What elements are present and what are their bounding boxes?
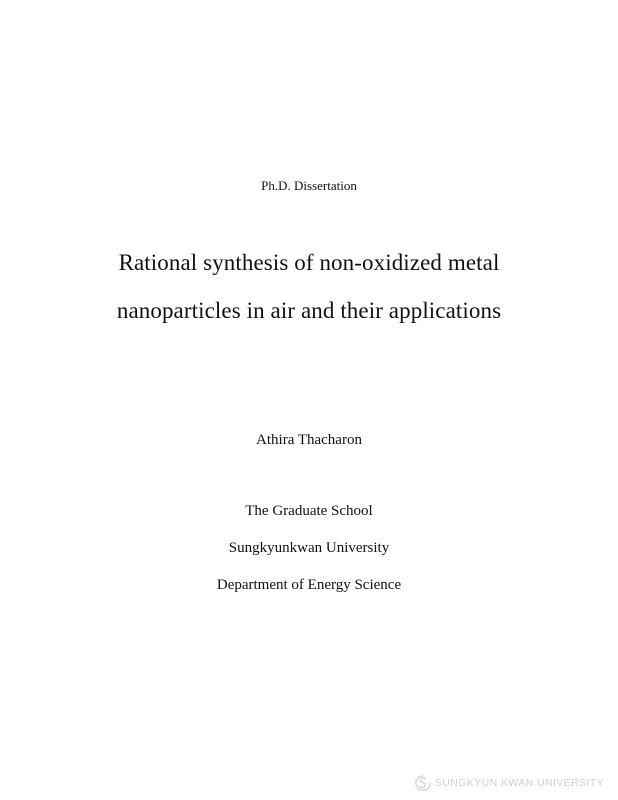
graduate-school-line: The Graduate School bbox=[245, 503, 373, 519]
university-line: Sungkyunkwan University bbox=[228, 540, 390, 556]
author-name: Athira Thacharon bbox=[256, 432, 362, 448]
university-watermark bbox=[414, 774, 604, 792]
dissertation-title-line-2: nanoparticles in air and their applications bbox=[116, 298, 502, 323]
document-type-label: Ph.D. Dissertation bbox=[261, 178, 357, 193]
department-line: Department of Energy Science bbox=[216, 577, 402, 593]
watermark-text: SUNGKYUN KWAN UNIVERSITY bbox=[434, 777, 604, 789]
university-logo-icon bbox=[414, 774, 432, 792]
dissertation-title-line-1: Rational synthesis of non-oxidized metal bbox=[118, 250, 500, 275]
